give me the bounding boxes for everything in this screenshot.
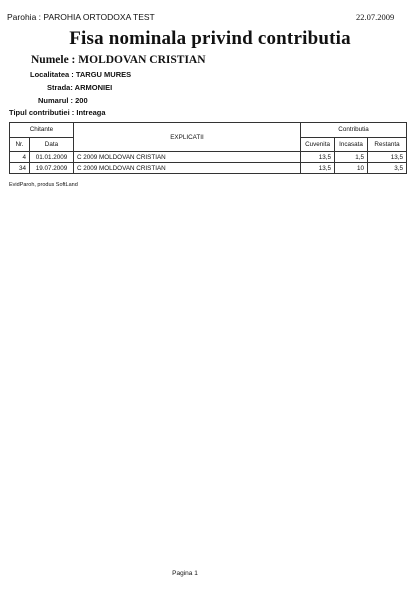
parish-name: PAROHIA ORTODOXA TEST <box>43 12 155 22</box>
person-name-line <box>31 54 206 66</box>
row-remaining: 3,5 <box>368 163 407 174</box>
person-name: MOLDOVAN CRISTIAN <box>78 54 206 66</box>
collected-header: Incasata <box>335 137 368 152</box>
street-value: ARMONIEI <box>74 83 113 92</box>
row-nr: 4 <box>10 152 30 163</box>
due-header: Cuvenita <box>301 137 335 152</box>
report-date: 22.07.2009 <box>356 12 395 22</box>
street-label: Strada: <box>47 83 73 92</box>
row-nr: 34 <box>10 163 30 174</box>
remaining-header: Restanta <box>368 137 407 152</box>
row-explanation: C 2009 MOLDOVAN CRISTIAN <box>73 152 300 163</box>
explanations-header: EXPLICATII <box>73 123 300 152</box>
nr-header: Nr. <box>10 137 30 152</box>
locality-field <box>30 70 131 79</box>
row-due: 13,5 <box>301 163 335 174</box>
number-label: Numarul : <box>38 96 74 105</box>
contribution-type-value: Intreaga <box>76 108 106 117</box>
page-number: Pagina 1 <box>172 570 198 577</box>
row-date: 19.07.2009 <box>29 163 73 174</box>
row-collected: 10 <box>335 163 368 174</box>
locality-value: TARGU MURES <box>75 70 132 79</box>
contribution-group-header: Contributia <box>301 123 407 138</box>
number-field <box>38 96 88 105</box>
table-row <box>10 152 407 163</box>
street-field <box>47 83 112 92</box>
row-remaining: 13,5 <box>368 152 407 163</box>
name-label: Numele : <box>31 54 76 66</box>
table-row <box>10 163 407 174</box>
parish-header <box>7 12 155 22</box>
parish-label: Parohia : <box>7 12 42 22</box>
locality-label: Localitatea : <box>30 70 74 79</box>
row-due: 13,5 <box>301 152 335 163</box>
software-credit: EvidParoh, produs SoftLand <box>9 182 78 188</box>
date-header: Data <box>29 137 73 152</box>
row-date: 01.01.2009 <box>29 152 73 163</box>
contribution-table <box>9 122 407 174</box>
row-collected: 1,5 <box>335 152 368 163</box>
row-explanation: C 2009 MOLDOVAN CRISTIAN <box>73 163 300 174</box>
number-value: 200 <box>75 96 88 105</box>
contribution-type-field <box>9 108 106 117</box>
contribution-type-label: Tipul contributiei : <box>9 108 75 117</box>
document-title: Fisa nominala privind contributia <box>69 28 351 49</box>
receipts-group-header: Chitante <box>10 123 74 138</box>
